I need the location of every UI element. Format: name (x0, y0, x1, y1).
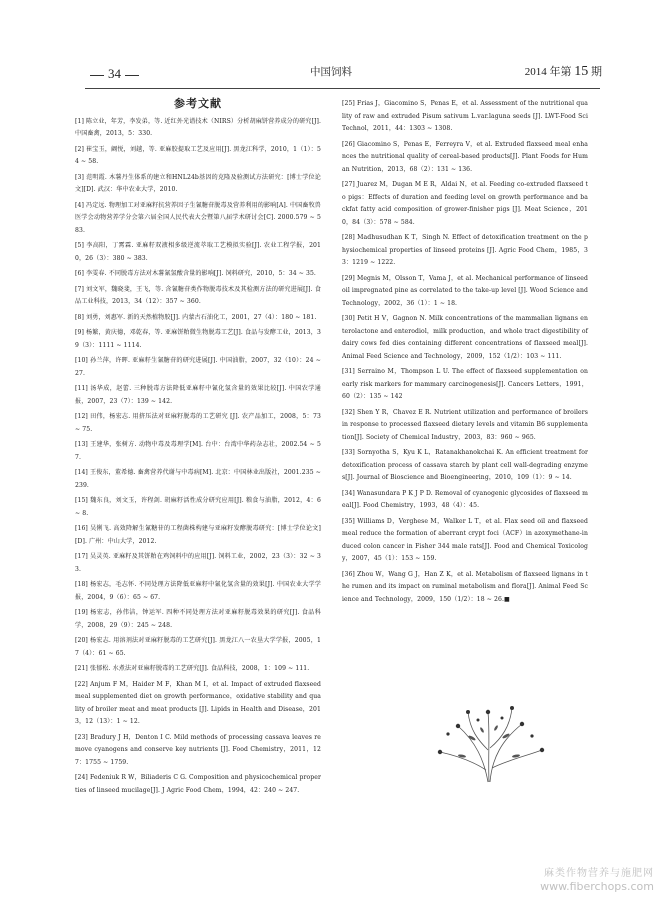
reference-item: [4] 冯定远. 物理加工对亚麻籽抗营养因子生氰糖苷脱毒及营养利用的影响[A]. 中国畜牧兽医学会动物营养学分会第六届全国人民代表大会暨第八届学术研讨会[C]. 2000.579 ~ 583. (75, 201, 321, 234)
reference-item: [10] 孙兰萍，许晖. 亚麻籽生氰糖苷的研究进展[J]. 中国油脂，2007，32（10）：24 ~ 27. (75, 357, 321, 377)
reference-item: [6] 李雯春. 不同脱毒方法对木薯氰氢酸含量的影响[J]. 饲料研究，2010，5：34 ~ 35. (75, 270, 316, 277)
reference-item: [27] Juarez M，Dugan M E R，Aldai N，et al. Feeding co-extruded flaxseed to pigs：Effects of duration and feeding level on growth performance and backfat fatty acid composition of grower-finisher pigs [J]. Meat Science，2010，84（3）：578 ~ 584. (342, 181, 588, 226)
watermark (540, 867, 654, 893)
journal-name: 中国饲料 (310, 66, 352, 78)
reference-item: [13] 王建华，张树方. 动物中毒及毒理学[M]. 台中：台湾中华药杂志社，2002.54 ~ 57. (75, 441, 321, 461)
watermark-url: www.fiberchops.com (540, 880, 654, 893)
reference-item: [8] 刘勇，刘惠军. 新的天然植物胶[J]. 内蒙古石油化工，2001，27（4）：180 ~ 181. (75, 313, 317, 321)
reference-item: [14] 王俊东，董希德. 畜禽营养代谢与中毒病[M]. 北京：中国林业出版社，2001.235 ~ 239. (75, 469, 321, 489)
issue-label: 2014 年第 15 期 (524, 64, 602, 79)
reference-item: [22] Anjum F M，Haider M F，Khan M I，et al. Impact of extruded flaxseed meal supplemented diet on growth performance，oxidative stability and quality of broiler meat and meat products [J]. Lipids in Health and Disease，2013，12（13）：1 ~ 12. (75, 680, 321, 725)
reference-item: [5] 李高阳，丁霄霖. 亚麻籽双液相多级逆流萃取工艺模拟实验[J]. 农业工程学报，2010，26（3）：380 ~ 383. (75, 242, 321, 262)
reference-item: [32] Shen Y R，Chavez E R. Nutrient utilization and performance of broilers in response to processed flaxseed dietary levels and vitamin B6 supplementation[J]. Society of Chemical Industry，2003，83：960 ~ 965. (342, 408, 588, 441)
reference-list-right (342, 98, 588, 606)
reference-item: [16] 吴俐飞. 高效降解生氰糖苷的工程菌株构建与亚麻籽发酵脱毒研究：[博士学位论文][D]. 广州：中山大学，2012. (75, 525, 321, 545)
references-right-column (342, 98, 588, 606)
reference-item: [2] 崔宝玉，阚悦，刘越，等. 亚麻胶提取工艺及应用[J]. 黑龙江科学，2010，1（1）：54 ~ 58. (75, 145, 321, 165)
reference-item: [31] Serraino M，Thompson L U. The effect of flaxseed supplementation on early risk markers for mammary carcinogenesis[J]. Cancers Letters，1991，60（2）：135 ~ 142 (342, 368, 588, 400)
reference-list-left (75, 116, 321, 798)
reference-item: [12] 田伟，杨宏志. 用挤压法对亚麻籽脱毒的工艺研究 [J]. 农产品加工，2008，5：73 ~ 75. (75, 413, 321, 433)
reference-item: [17] 吴灵英. 亚麻籽及其饼粕在鸡饲料中的应用[J]. 饲料工业，2002，23（3）：32 ~ 33. (75, 553, 321, 573)
page-number: 34 (86, 66, 143, 82)
reference-item: [15] 魏东良，刘文玉，许程剑. 胡麻籽活性成分研究应用[J]. 粮食与油脂，2012，4：6 ~ 8. (75, 497, 321, 517)
reference-item: [19] 杨宏志，孙伟洁，钟运军. 四种不同处理方法对亚麻籽脱毒效果的研究[J]. 食品科学，2008，29（9）：245 ~ 248. (75, 609, 321, 629)
reference-item: [35] Williams D，Verghese M，Walker L T，et al. Flax seed oil and flaxseed meal reduce the formation of aberrant crypt foci（ACF）in azoxymethane-induced colon cancer in Fisher 344 male rats[J]. Food and Chemical Toxicology，2007，45（1）：153 ~ 159. (342, 517, 588, 562)
references-left-column (75, 98, 321, 797)
reference-item: [25] Frias J，Giacomino S，Penas E，et al. Assessment of the nutritional quality of raw and extruded Pisum sativum L.var.laguna seeds [J]. LWT-Food Sci Technol，2011，44：1303 ~ 1308. (342, 100, 588, 132)
reference-item: [26] Giacomino S，Penas E，Ferreyra V，et al. Extruded flaxseed meal enhances the nutritional quality of cereal-based products[J]. Plant Foods for Human Nutrition，2013，68（2）：131 ~ 136. (342, 140, 588, 173)
section-title: 参考文献 (174, 97, 222, 110)
reference-item: [11] 汤华成，赵蕾. 三种脱毒方法降低亚麻籽中氰化氢含量的效果比较[J]. 中国农学通报，2007，23（7）：139 ~ 142. (75, 385, 321, 405)
reference-item: [3] 范明霞. 木薯丹生体系的建立和HNL24b基因的克隆及验测试方法研究：[博士学位论文][D]. 武汉：华中农业大学，2010. (75, 173, 321, 193)
reference-item: [1] 陈立业，年芳，李发弟，等. 近红外光谱技术（NIRS）分析胡麻饼营养成分的研究[J]. 中国畜禽，2013，5：330. (75, 117, 321, 137)
flax-plant-illustration (418, 690, 558, 786)
reference-item: [7] 刘文军，魏晓斐，王飞，等. 含氰糖苷类作物脱毒技术及其检测方法的研究进展[J]. 食品工业科技，2013，34（12）：357 ~ 360. (75, 285, 321, 305)
reference-item: [34] Wanasundara P K J P D. Removal of cyanogenic glycosides of flaxseed meal[J]. Food Chemistry，1993，48（4）：45. (342, 489, 588, 509)
reference-item: [33] Sornyotha S，Kyu K L，Ratanakhanokchai K. An efficient treatment for detoxification process of cassava starch by plant cell wall-degrading enzymes[J]. Journal of Bioscience and Bioengineering，2010，109（1）：9 ~ 14. (342, 449, 588, 481)
watermark-title: 麻类作物营养与施肥网 (544, 868, 654, 879)
header-rule (85, 88, 600, 89)
reference-item: [30] Petit H V，Gagnon N. Milk concentrations of the mammalian lignans enterolactone and enterodiol，milk production，and whole tract digestibility of dairy cows fed dies containing different concentrations of flaxseed meal[J]. Animal Feed Science and Technology，2009，152（1/2）：103 ~ 111. (342, 315, 588, 360)
reference-item: [24] Fedeniuk R W，Biliaderis C G. Composition and physicochemical properties of linseed mucilage[J]. J Agric Food Chem，1994，42：240 ~ 247. (75, 774, 321, 794)
reference-item: [28] Madhusudhan K T，Singh N. Effect of detoxification treatment on the physiochemical properties of linseed proteins [J]. Agric Food Chem，1985，33：1219 ~ 1222. (342, 234, 588, 266)
reference-item: [29] Megnis M，Olsson T，Vama J，et al. Mechanical performance of linseed oil impregnated pine as correlated to the take-up level [J]. Wood Science and Technology，2002，36（1）：1 ~ 18. (342, 274, 588, 307)
reference-item: [9] 杨繁，黄庆德，邓乾春，等. 亚麻饼粕微生物脱毒工艺[J]. 食品与发酵工业，2013，39（3）：1111 ~ 1114. (75, 329, 321, 349)
reference-item: [21] 张郁松. 水煮法对亚麻籽脱毒的工艺研究[J]. 食品科技，2008，1：109 ~ 111. (75, 665, 310, 672)
reference-item: [18] 杨宏志，毛志怀. 不同处理方法降低亚麻籽中氰化氢含量的效果[J]. 中国农业大学学报，2004，9（6）：65 ~ 67. (75, 581, 321, 601)
page-header (0, 58, 662, 88)
reference-item: [36] Zhou W，Wang G J，Han Z K，et al. Metabolism of flaxseed lignans in the rumen and its impact on ruminal metabolism and flora[J]. Animal Feed Science and Technology，2009，150（1/2）：18 ~ 26.■ (342, 570, 588, 603)
reference-item: [20] 杨宏志. 用溶剂法对亚麻籽脱毒的工艺研究[J]. 黑龙江八一农垦大学学报，2005，17（4）：61 ~ 65. (75, 637, 321, 657)
reference-item: [23] Bradury J H，Denton I C. Mild methods of processing cassava leaves remove cyanogens and conserve key nutrients [J]. Food Chemistry，2011，127：1755 ~ 1759. (75, 733, 321, 766)
